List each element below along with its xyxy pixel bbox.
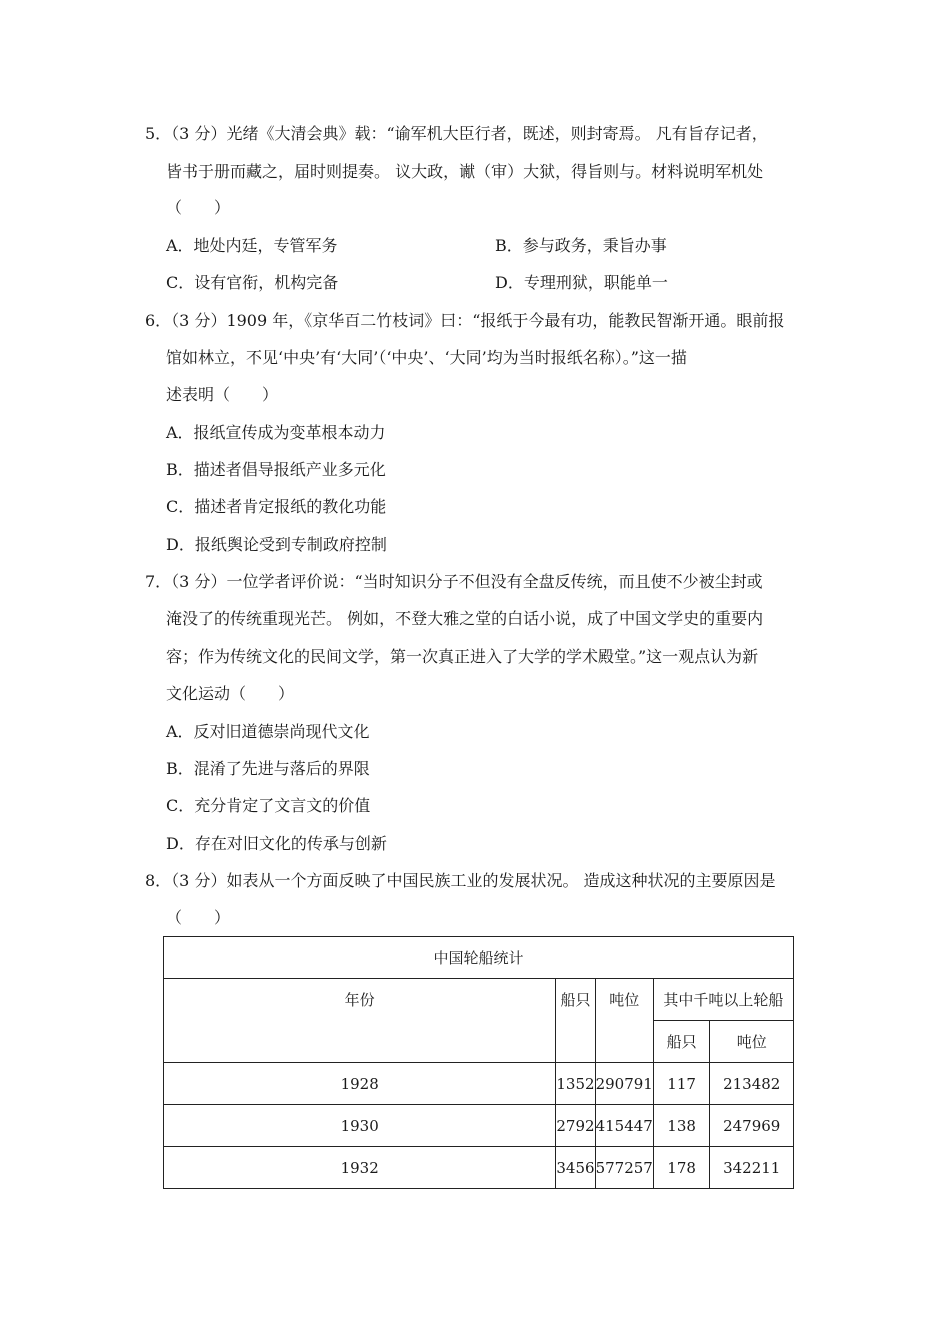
q6-stem-line-3: 述表明（ ） [166,385,279,404]
q7-option-a[interactable]: A．反对旧道德崇尚现代文化 [166,722,370,741]
q8-stem-line-2: （ ） [166,908,231,927]
q6-stem-line-1: 6．（3 分）1909 年，《京华百二竹枝词》曰：“报纸于今最有功，能教民智渐开通。眼前报 [145,311,785,330]
cell-ships: 2792 [556,1105,595,1147]
q5-stem-line-1: 5．（3 分）光绪《大清会典》载：“谕军机大臣行者，既述，则封寄焉。 凡有旨存记者， [145,124,768,143]
q5-option-a[interactable]: A．地处内廷，专管军务 [166,236,338,255]
cell-year: 1930 [164,1105,556,1147]
q6-stem-line-2: 馆如林立，不见‘中央’有‘大同’（‘中央’、‘大同’均为当时报纸名称）。”这一描 [166,348,687,367]
q7-option-d[interactable]: D．存在对旧文化的传承与创新 [166,834,387,853]
header-year: 年份 [164,979,556,1063]
q6-option-a[interactable]: A．报纸宣传成为变革根本动力 [166,423,386,442]
cell-large-ships: 138 [653,1105,710,1147]
q5-stem-line-3: （ ） [166,198,231,217]
cell-large-tonnage: 247969 [710,1105,794,1147]
q5-options-row-2 [0,273,950,293]
header-large-ships-group: 其中千吨以上轮船 [653,979,793,1021]
table-row [164,1063,794,1105]
table-title-row [164,937,794,979]
cell-large-tonnage: 342211 [710,1147,794,1189]
table-title: 中国轮船统计 [164,937,794,979]
q5-option-b[interactable]: B．参与政务，秉旨办事 [495,236,667,255]
cell-ships: 3456 [556,1147,595,1189]
q7-stem-line-2: 淹没了的传统重现光芒。 例如，不登大雅之堂的白话小说，成了中国文学史的重要内 [166,609,764,628]
cell-tonnage: 415447 [595,1105,653,1147]
cell-ships: 1352 [556,1063,595,1105]
q5-options-row-1 [0,236,950,256]
q5-option-c[interactable]: C．设有官衔，机构完备 [166,273,339,292]
q7-stem-line-1: 7．（3 分）一位学者评价说：“当时知识分子不但没有全盘反传统，而且使不少被尘封或 [145,572,763,591]
cell-tonnage: 577257 [595,1147,653,1189]
q7-option-c[interactable]: C．充分肯定了文言文的价值 [166,796,371,815]
table-row [164,1147,794,1189]
subheader-ships: 船只 [653,1021,710,1063]
cell-year: 1928 [164,1063,556,1105]
cell-year: 1932 [164,1147,556,1189]
ship-statistics-table [163,936,794,1189]
q5-stem-line-2: 皆书于册而藏之，届时则提奏。 议大政，谳（审）大狱，得旨则与。材料说明军机处 [166,162,764,181]
q6-option-b[interactable]: B．描述者倡导报纸产业多元化 [166,460,386,479]
cell-large-ships: 178 [653,1147,710,1189]
q8-stem-line-1: 8．（3 分）如表从一个方面反映了中国民族工业的发展状况。 造成这种状况的主要原因是 [145,871,776,890]
cell-large-tonnage: 213482 [710,1063,794,1105]
header-ships: 船只 [556,979,595,1063]
header-tonnage: 吨位 [595,979,653,1063]
cell-large-ships: 117 [653,1063,710,1105]
table-row [164,1105,794,1147]
table-header-row [164,979,794,1021]
subheader-tonnage: 吨位 [710,1021,794,1063]
q7-stem-line-4: 文化运动（ ） [166,684,295,703]
q7-option-b[interactable]: B．混淆了先进与落后的界限 [166,759,370,778]
q5-option-d[interactable]: D．专理刑狱，职能单一 [495,273,668,292]
q6-option-d[interactable]: D．报纸舆论受到专制政府控制 [166,535,387,554]
cell-tonnage: 290791 [595,1063,653,1105]
q7-stem-line-3: 容；作为传统文化的民间文学，第一次真正进入了大学的学术殿堂。”这一观点认为新 [166,647,759,666]
q6-option-c[interactable]: C．描述者肯定报纸的教化功能 [166,497,387,516]
